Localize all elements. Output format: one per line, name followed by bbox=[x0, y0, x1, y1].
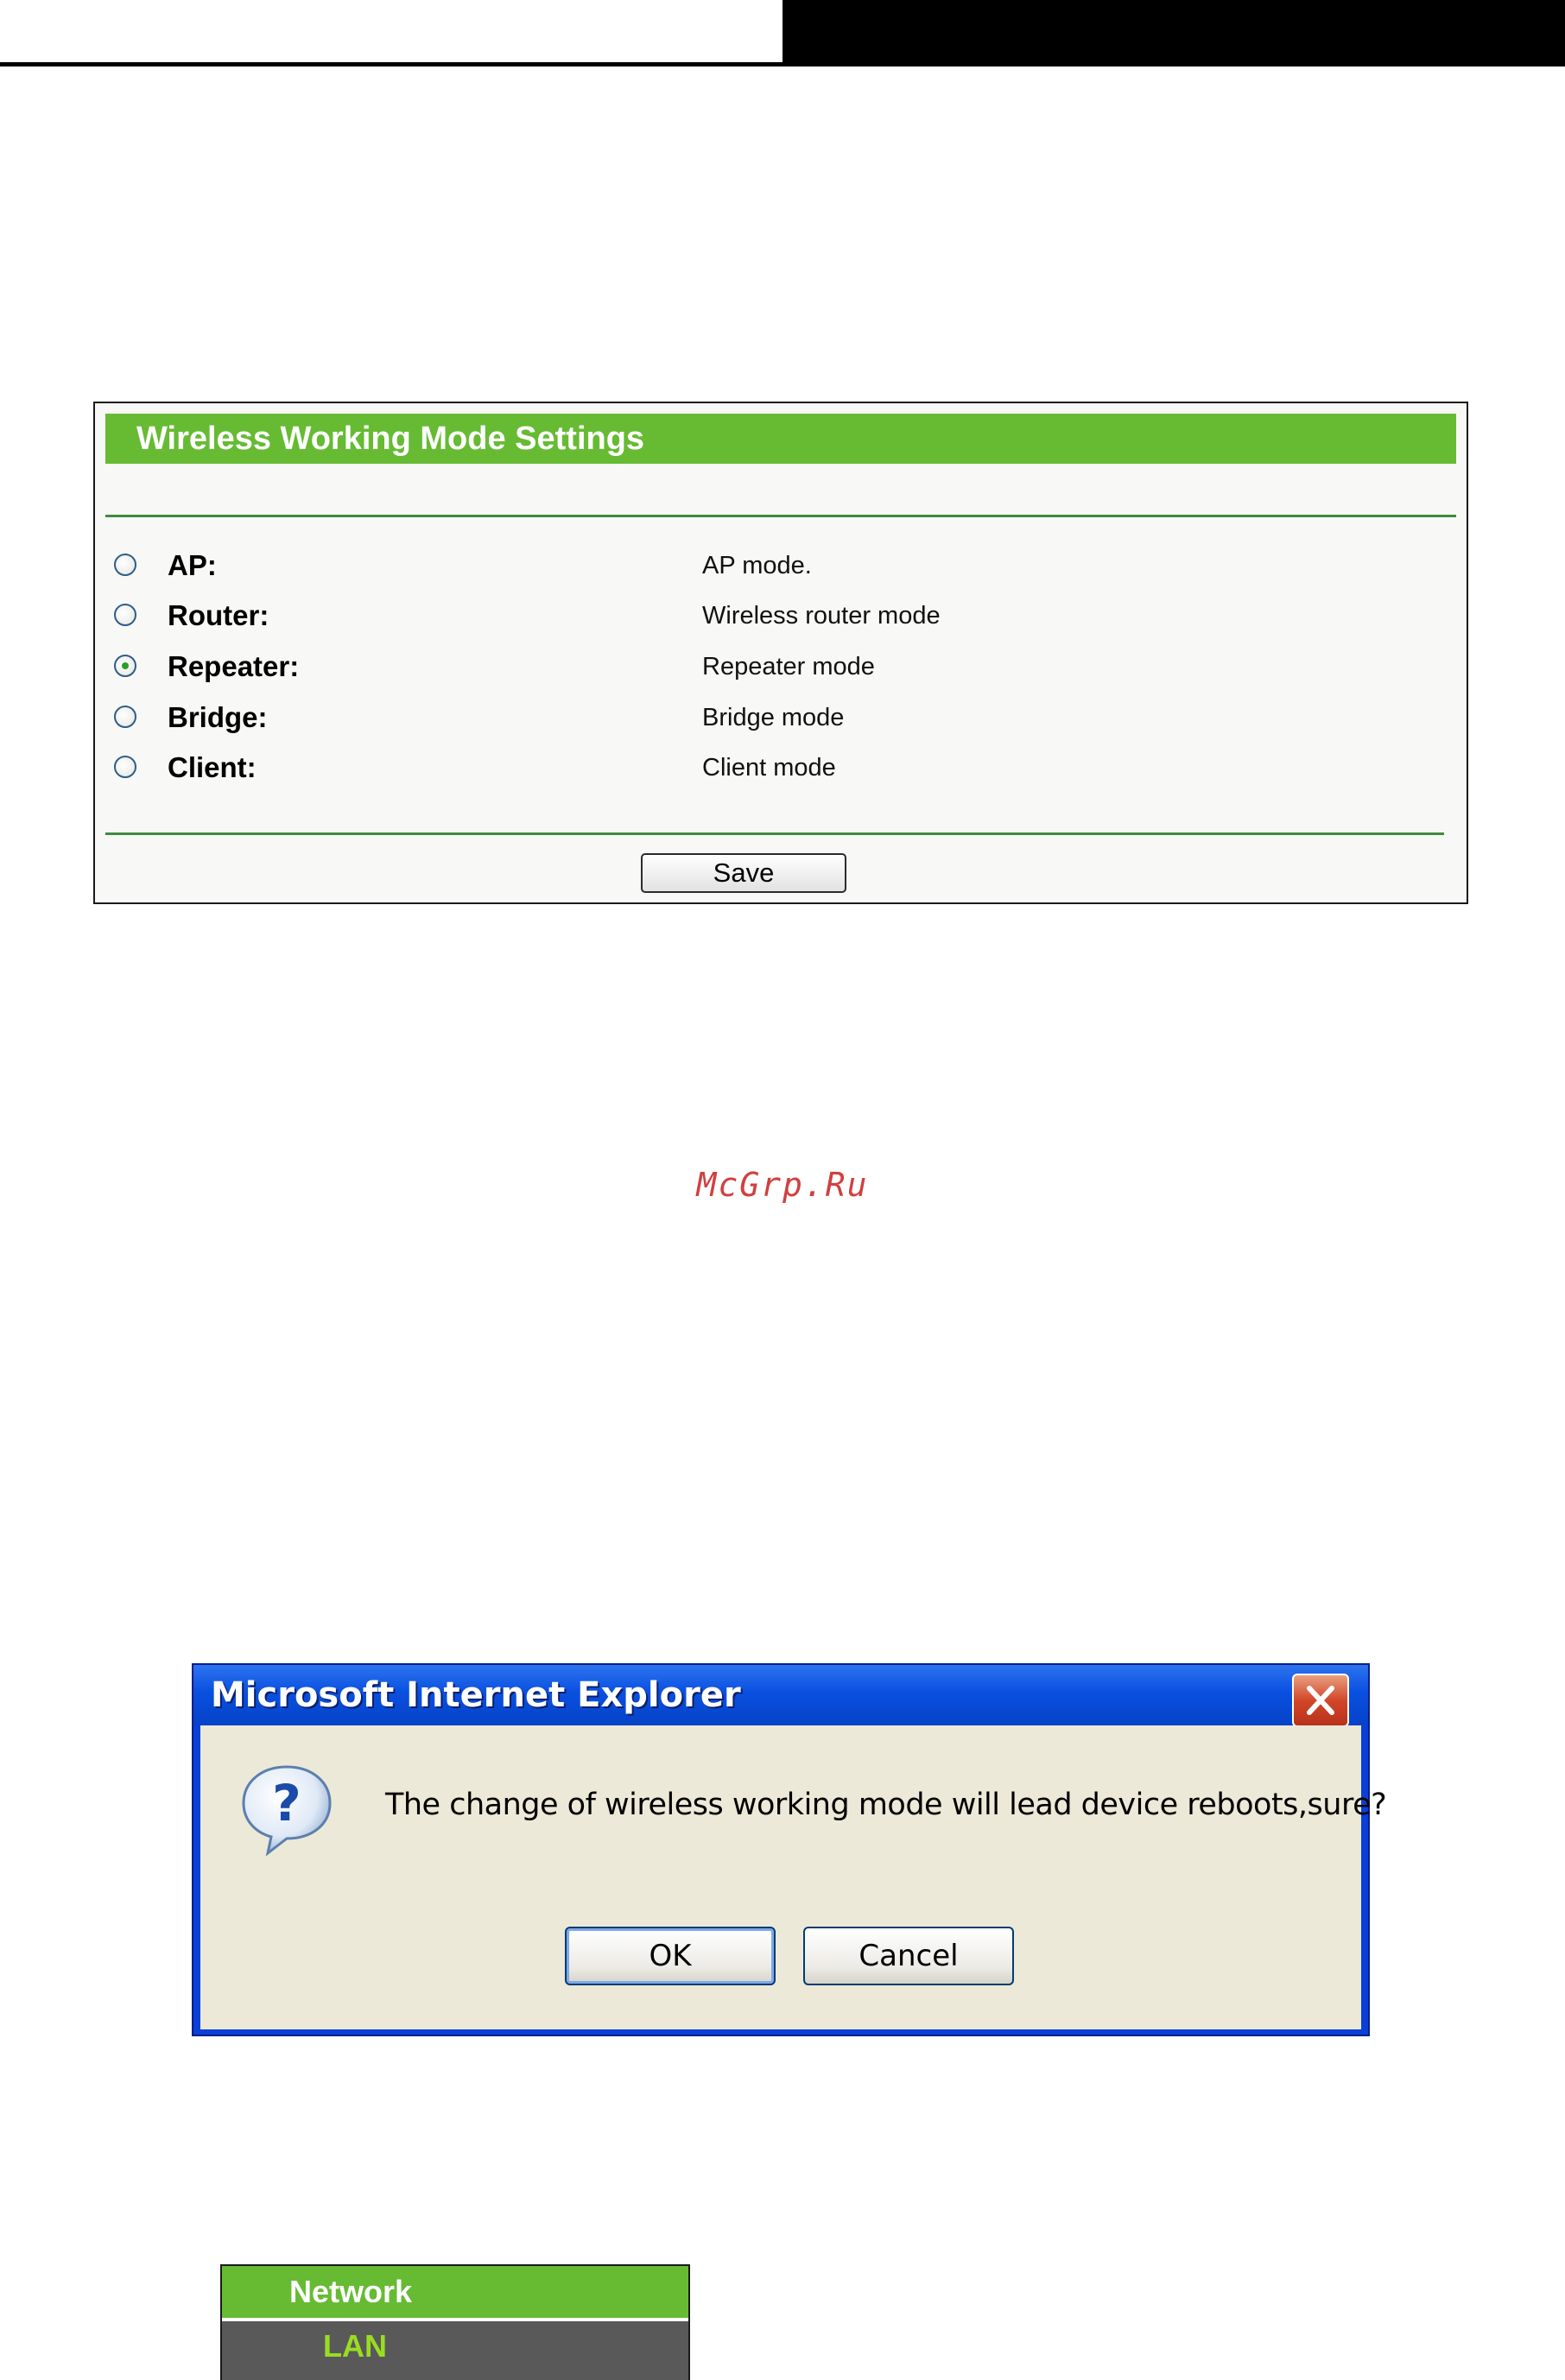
sidebar-item-lan-label: LAN bbox=[323, 2328, 387, 2364]
mode-label-ap: AP: bbox=[168, 549, 217, 581]
mode-radio-ap[interactable] bbox=[114, 554, 136, 576]
watermark: McGrp.Ru bbox=[696, 1166, 869, 1204]
mode-row-router[interactable] bbox=[95, 592, 1460, 639]
question-icon bbox=[237, 1760, 337, 1860]
mode-row-client[interactable] bbox=[95, 744, 1460, 791]
mode-label-client: Client: bbox=[168, 751, 257, 783]
mode-label-repeater: Repeater: bbox=[168, 650, 300, 682]
dialog-body bbox=[200, 1725, 1387, 2029]
mode-radio-repeater[interactable] bbox=[114, 655, 136, 677]
mode-row-repeater[interactable] bbox=[95, 643, 1460, 690]
page-header-block bbox=[782, 0, 1565, 66]
svg-text:?: ? bbox=[272, 1774, 301, 1832]
panel-title: Wireless Working Mode Settings bbox=[136, 421, 645, 457]
dialog-title: Microsoft Internet Explorer bbox=[211, 1675, 741, 1715]
ok-button[interactable]: OK bbox=[565, 1927, 776, 1985]
mode-description-repeater: Repeater mode bbox=[702, 653, 875, 680]
mode-radio-bridge[interactable] bbox=[114, 706, 136, 728]
wireless-mode-settings-panel bbox=[93, 402, 1468, 904]
mode-radio-client[interactable] bbox=[114, 756, 136, 778]
sidebar-item-network[interactable] bbox=[222, 2266, 688, 2321]
cancel-button[interactable]: Cancel bbox=[803, 1927, 1014, 1985]
mode-description-router: Wireless router mode bbox=[702, 602, 941, 630]
panel-title-bar bbox=[105, 414, 1456, 464]
mode-radio-router[interactable] bbox=[114, 604, 136, 626]
dialog-titlebar bbox=[193, 1665, 1368, 1725]
mode-row-ap[interactable] bbox=[95, 542, 1460, 589]
sidebar-item-lan[interactable] bbox=[222, 2321, 688, 2380]
sidebar-item-network-label: Network bbox=[289, 2274, 413, 2309]
radio-selected-dot bbox=[122, 662, 129, 669]
mode-description-ap: AP mode. bbox=[702, 552, 812, 579]
panel-divider-top bbox=[105, 515, 1456, 517]
sidebar-menu bbox=[220, 2264, 690, 2380]
confirm-dialog bbox=[192, 1663, 1387, 2036]
mode-label-bridge: Bridge: bbox=[168, 701, 268, 733]
mode-label-router: Router: bbox=[168, 599, 269, 631]
page-header-rule bbox=[0, 62, 1565, 66]
mode-row-bridge[interactable] bbox=[95, 694, 1460, 741]
dialog-close-button[interactable] bbox=[1292, 1674, 1349, 1727]
save-button[interactable]: Save bbox=[641, 853, 846, 893]
panel-divider-bottom bbox=[105, 832, 1444, 835]
dialog-message: The change of wireless working mode will lead device reboots,sure? bbox=[385, 1788, 1387, 1822]
mode-description-bridge: Bridge mode bbox=[702, 704, 845, 731]
mode-description-client: Client mode bbox=[702, 754, 836, 782]
close-icon bbox=[1294, 1675, 1347, 1725]
